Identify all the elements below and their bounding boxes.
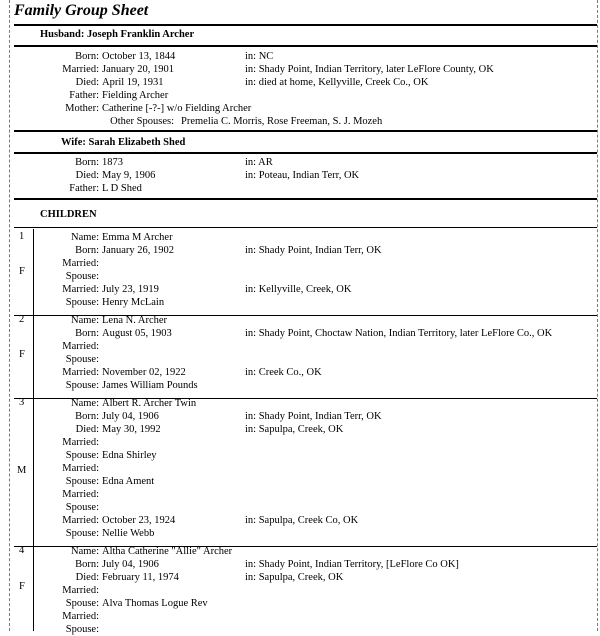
field-location: in: Sapulpa, Creek Co, OK	[245, 515, 359, 526]
field-value: Edna Ament	[102, 476, 155, 487]
field-label: Spouse:	[65, 476, 99, 487]
field-location: in: Sapulpa, Creek, OK	[245, 424, 344, 435]
field-label: Married:	[62, 64, 99, 75]
other-spouses-value: Premelia C. Morris, Rose Freeman, S. J. Mozeh	[181, 116, 383, 127]
field-value: October 23, 1924	[102, 515, 176, 526]
field-value: James William Pounds	[102, 380, 198, 391]
field-value: January 26, 1902	[102, 245, 175, 256]
field-label: Name:	[71, 398, 99, 409]
field-value: January 20, 1901	[102, 64, 175, 75]
field-label: Spouse:	[65, 380, 99, 391]
field-label: Born:	[75, 51, 99, 62]
field-label: Born:	[75, 328, 99, 339]
child-sex: F	[19, 266, 25, 277]
field-label: Father:	[69, 90, 99, 101]
field-label: Married:	[62, 258, 99, 269]
child-number: 1	[19, 231, 25, 242]
field-label: Married:	[62, 367, 99, 378]
field-location: in: Shady Point, Indian Territory, later LeFlore County, OK	[245, 64, 494, 75]
field-label: Born:	[75, 157, 99, 168]
field-label: Born:	[75, 411, 99, 422]
divider	[14, 130, 597, 132]
field-value: Edna Shirley	[102, 450, 157, 461]
field-label: Spouse:	[65, 271, 99, 282]
field-value: Lena N. Archer	[102, 315, 168, 326]
field-value: 1873	[102, 157, 123, 168]
field-value: L D Shed	[102, 183, 142, 194]
field-label: Married:	[62, 341, 99, 352]
divider	[14, 24, 597, 26]
field-value: Altha Catherine "Allie" Archer	[102, 546, 233, 557]
divider	[14, 152, 597, 154]
child-number: 3	[19, 397, 25, 408]
child-sex: F	[19, 349, 25, 360]
field-location: in: Sapulpa, Creek, OK	[245, 572, 344, 583]
field-value: Fielding Archer	[102, 90, 169, 101]
field-label: Died:	[75, 572, 99, 583]
field-label: Mother:	[65, 103, 99, 114]
field-location: in: Shady Point, Indian Terr, OK	[245, 245, 382, 256]
child-number: 4	[19, 545, 25, 556]
field-label: Married:	[62, 437, 99, 448]
field-label: Married:	[62, 585, 99, 596]
field-label: Name:	[71, 315, 99, 326]
field-label: Spouse:	[65, 450, 99, 461]
field-label: Father:	[69, 183, 99, 194]
child-sex: M	[17, 465, 27, 476]
field-label: Spouse:	[65, 502, 99, 513]
field-value: August 05, 1903	[102, 328, 172, 339]
field-location: in: Shady Point, Indian Territory, [LeFlore Co OK]	[245, 559, 459, 570]
field-value: May 9, 1906	[102, 170, 156, 181]
husband-heading: Husband: Joseph Franklin Archer	[40, 29, 195, 40]
field-location: in: died at home, Kellyville, Creek Co., OK	[245, 77, 429, 88]
field-value: Catherine [-?-] w/o Fielding Archer	[102, 103, 252, 114]
field-value: May 30, 1992	[102, 424, 161, 435]
field-location: in: Poteau, Indian Terr, OK	[245, 170, 360, 181]
field-label: Married:	[62, 489, 99, 500]
field-value: February 11, 1974	[102, 572, 179, 583]
field-value: October 13, 1844	[102, 51, 176, 62]
field-label: Married:	[62, 463, 99, 474]
field-label: Born:	[75, 245, 99, 256]
divider	[14, 227, 597, 228]
page-margin-right	[597, 0, 598, 631]
field-location: in: Creek Co., OK	[245, 367, 322, 378]
field-label: Spouse:	[65, 528, 99, 539]
field-label: Died:	[75, 170, 99, 181]
field-value: Nellie Webb	[102, 528, 155, 539]
field-value: Emma M Archer	[102, 232, 173, 243]
wife-heading: Wife: Sarah Elizabeth Shed	[61, 137, 186, 148]
field-value: July 04, 1906	[102, 559, 159, 570]
field-value: Alva Thomas Logue Rev	[102, 598, 208, 609]
field-label: Name:	[71, 232, 99, 243]
other-spouses-label: Other Spouses:	[110, 116, 174, 127]
field-location: in: Kellyville, Creek, OK	[245, 284, 352, 295]
field-label: Married:	[62, 284, 99, 295]
children-heading: CHILDREN	[40, 209, 97, 220]
child-sex: F	[19, 581, 25, 592]
field-value: Henry McLain	[102, 297, 165, 308]
field-location: in: NC	[245, 51, 274, 62]
field-value: Albert R. Archer Twin	[102, 398, 197, 409]
field-label: Spouse:	[65, 297, 99, 308]
child-number: 2	[19, 314, 25, 325]
field-location: in: Shady Point, Choctaw Nation, Indian Territory, later LeFlore Co., OK	[245, 328, 553, 339]
page-title: Family Group Sheet	[14, 2, 149, 19]
field-label: Spouse:	[65, 624, 99, 635]
field-value: July 04, 1906	[102, 411, 159, 422]
field-label: Name:	[71, 546, 99, 557]
divider	[14, 198, 597, 200]
field-label: Spouse:	[65, 354, 99, 365]
field-label: Born:	[75, 559, 99, 570]
field-location: in: AR	[245, 157, 273, 168]
field-location: in: Shady Point, Indian Terr, OK	[245, 411, 382, 422]
field-value: November 02, 1922	[102, 367, 186, 378]
divider	[14, 45, 597, 47]
field-value: April 19, 1931	[102, 77, 164, 88]
field-label: Died:	[75, 77, 99, 88]
field-label: Spouse:	[65, 598, 99, 609]
field-value: July 23, 1919	[102, 284, 159, 295]
field-label: Married:	[62, 611, 99, 622]
field-label: Married:	[62, 515, 99, 526]
field-label: Died:	[75, 424, 99, 435]
